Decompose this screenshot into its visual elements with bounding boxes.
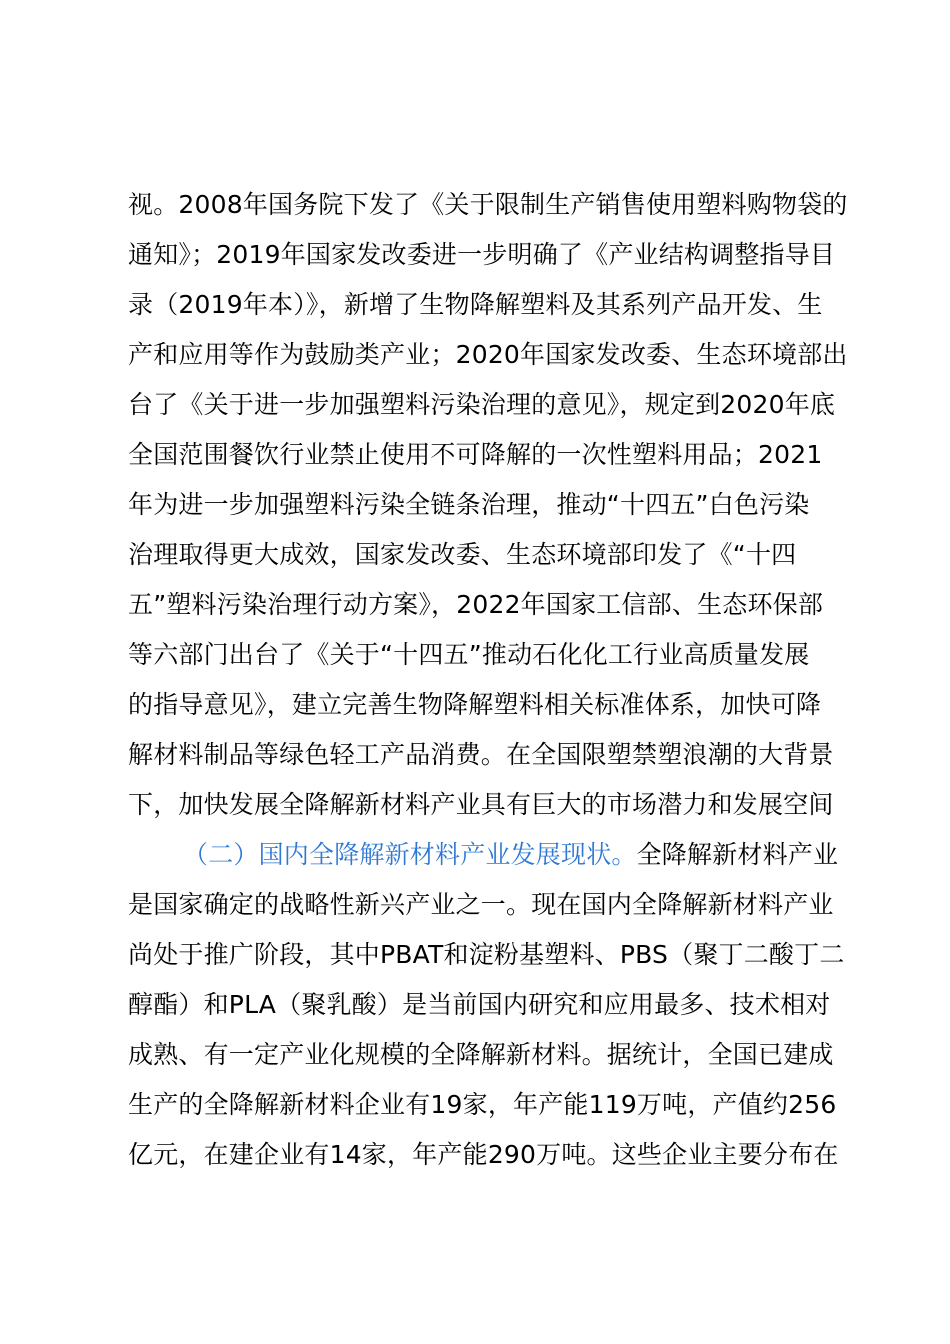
text-line: 录（2019年本）》，新增了生物降解塑料及其系列产品开发、生 xyxy=(128,290,823,319)
text-line: 的指导意见》，建立完善生物降解塑料相关标准体系，加快可降 xyxy=(128,690,822,719)
section-heading: （二）国内全降解新材料产业发展现状。 xyxy=(183,840,637,869)
text-line: 台了《关于进一步加强塑料污染治理的意见》，规定到2020年底 xyxy=(128,390,836,419)
text-line: 全国范围餐饮行业禁止使用不可降解的一次性塑料用品；2021 xyxy=(128,440,823,469)
section-first-line-text: 全降解新材料产业 xyxy=(636,840,839,869)
text-line: 尚处于推广阶段，其中PBAT和淀粉基塑料、PBS（聚丁二酸丁二 xyxy=(128,940,845,969)
text-line: 成熟、有一定产业化规模的全降解新材料。据统计，全国已建成 xyxy=(128,1040,834,1069)
text-line: 治理取得更大成效，国家发改委、生态环境部印发了《“十四 xyxy=(128,540,797,569)
section-first-line xyxy=(128,830,858,880)
text-line: 五”塑料污染治理行动方案》，2022年国家工信部、生态环保部 xyxy=(128,590,824,619)
text-line: 等六部门出台了《关于“十四五”推动石化化工行业高质量发展 xyxy=(128,640,810,669)
text-line: 下，加快发展全降解新材料产业具有巨大的市场潜力和发展空间 xyxy=(128,790,834,819)
text-line: 解材料制品等绿色轻工产品消费。在全国限塑禁塑浪潮的大背景 xyxy=(128,740,834,769)
text-line: 生产的全降解新材料企业有19家，年产能119万吨，产值约256 xyxy=(128,1090,837,1119)
body-text xyxy=(128,180,858,1180)
text-line: 年为进一步加强塑料污染全链条治理，推动“十四五”白色污染 xyxy=(128,490,810,519)
text-line: 产和应用等作为鼓励类产业；2020年国家发改委、生态环境部出 xyxy=(128,340,848,369)
text-line: 亿元，在建企业有14家，年产能290万吨。这些企业主要分布在 xyxy=(128,1140,839,1169)
text-line: 醇酯）和PLA（聚乳酸）是当前国内研究和应用最多、技术相对 xyxy=(128,990,831,1019)
text-line: 视。2008年国务院下发了《关于限制生产销售使用塑料购物袋的 xyxy=(128,190,848,219)
text-line: 是国家确定的战略性新兴产业之一。现在国内全降解新材料产业 xyxy=(128,890,834,919)
text-line: 通知》；2019年国家发改委进一步明确了《产业结构调整指导目 xyxy=(128,240,836,269)
